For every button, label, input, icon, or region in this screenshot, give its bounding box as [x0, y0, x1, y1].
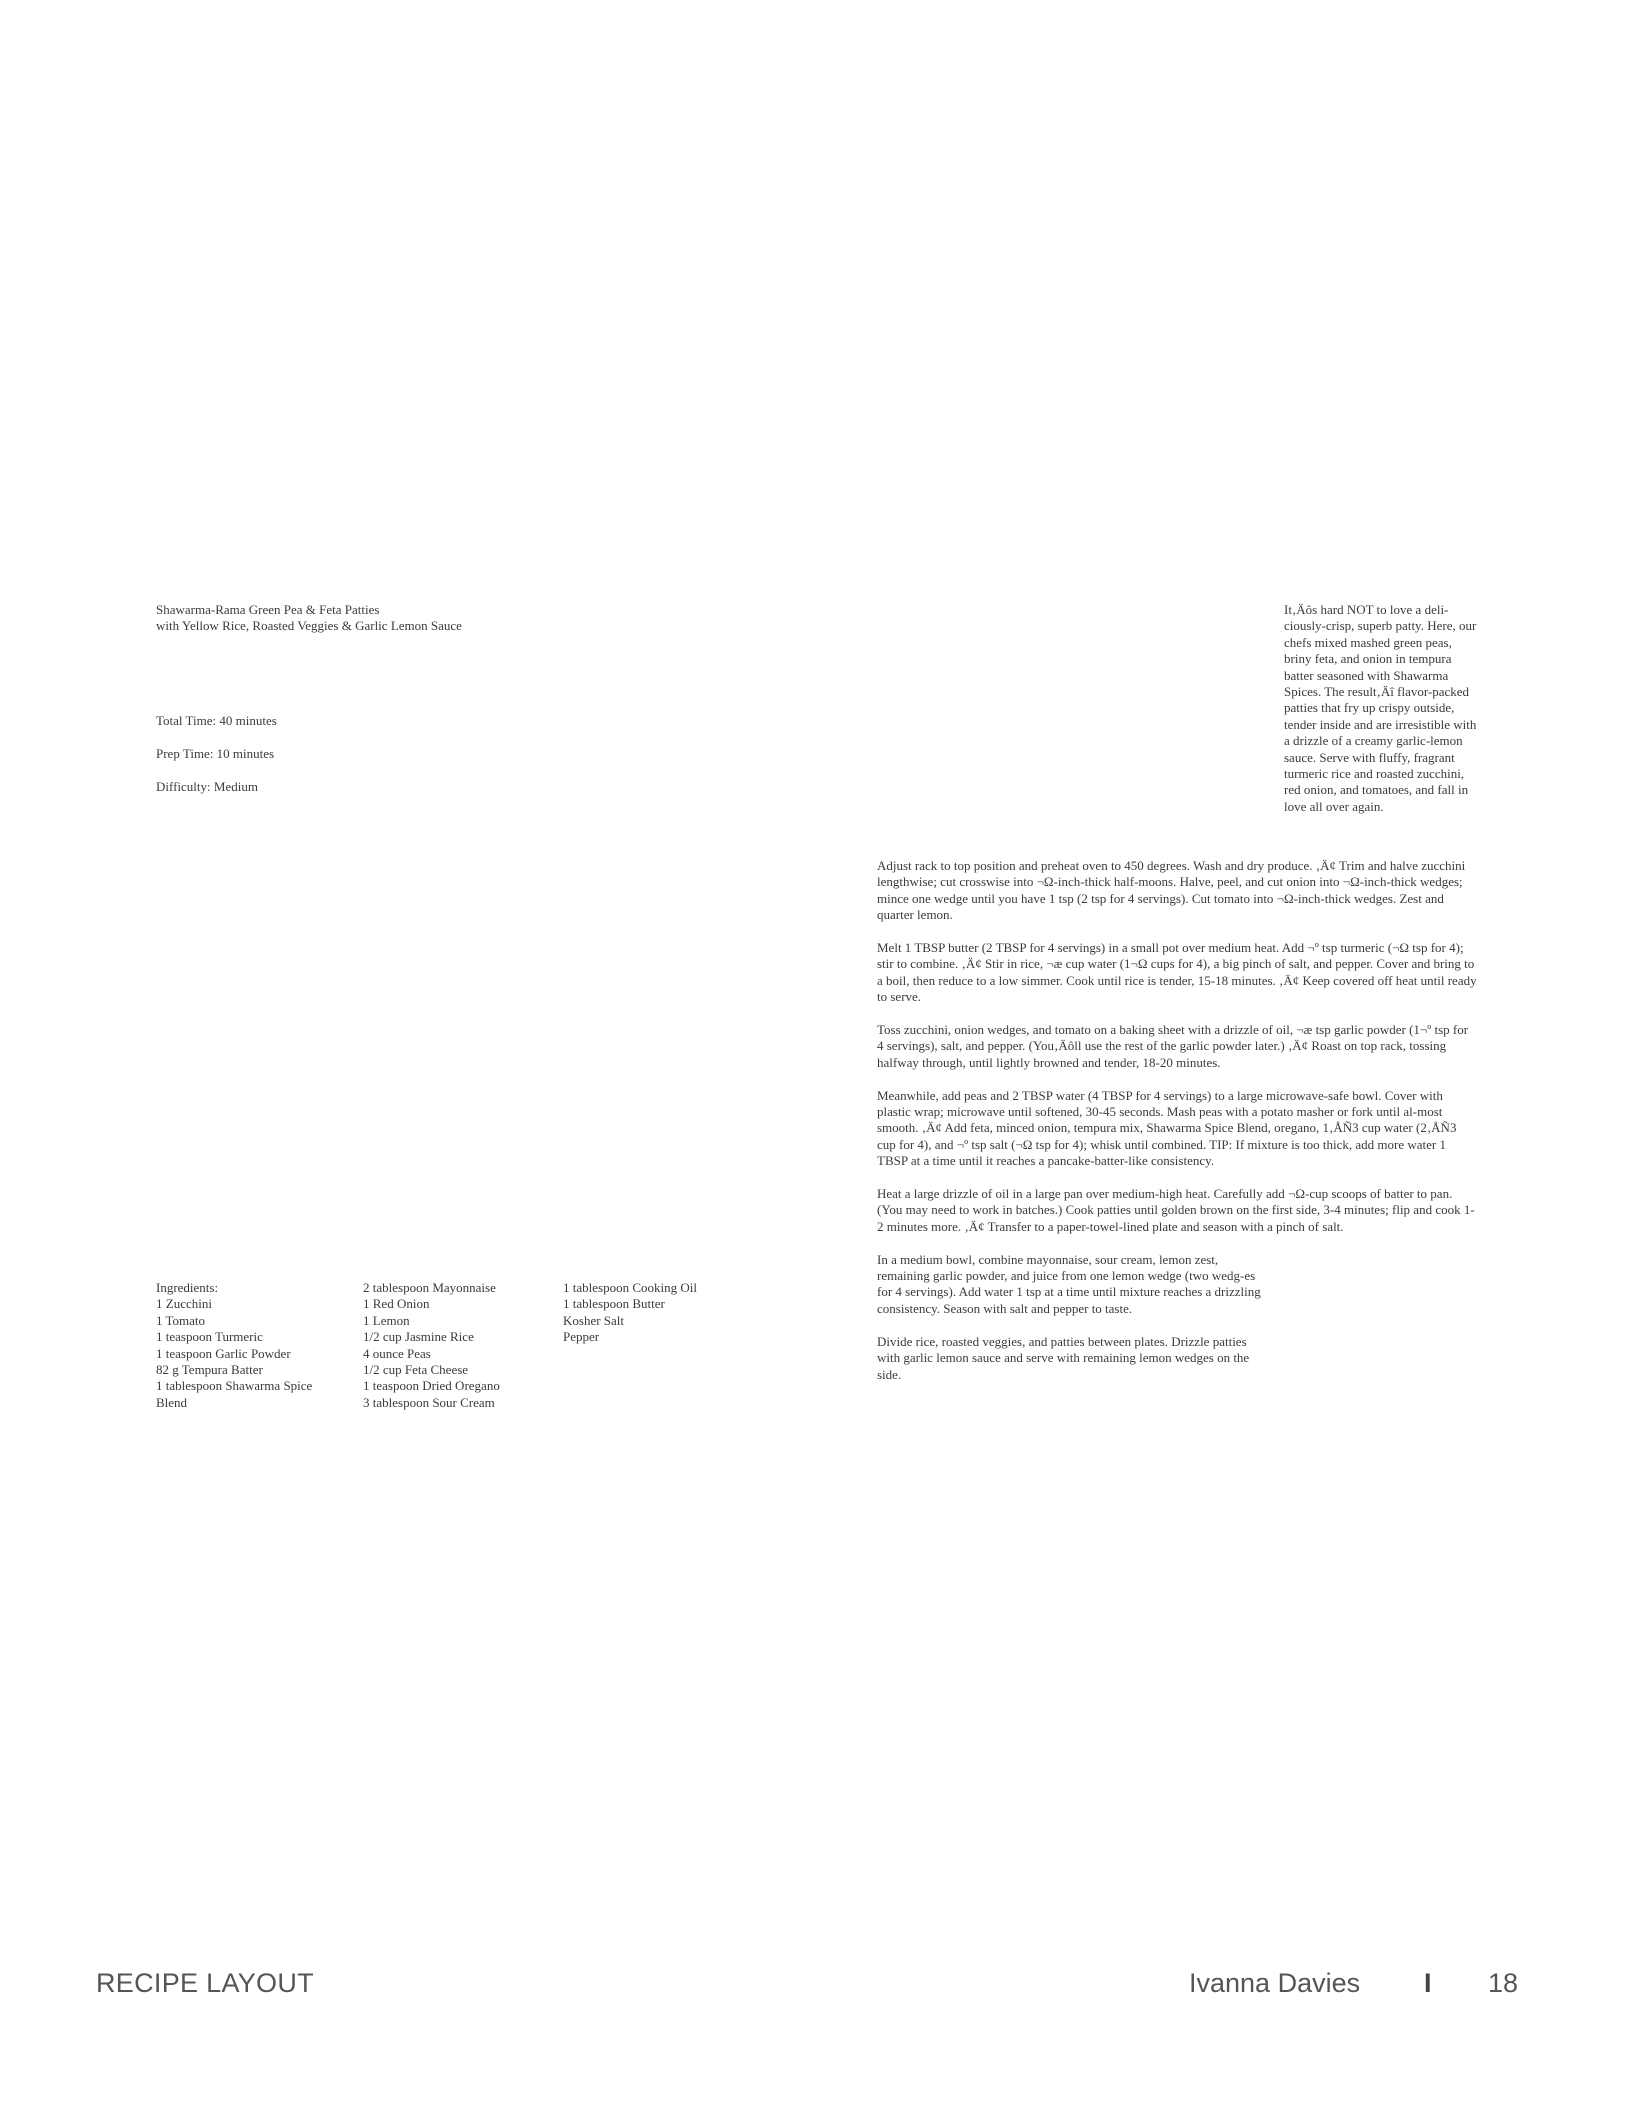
ingredient-item: 82 g Tempura Batter: [156, 1362, 263, 1378]
ingredient-item: 1 Red Onion: [363, 1296, 430, 1312]
ingredient-item: 1 tablespoon Shawarma Spice Blend: [156, 1378, 313, 1410]
instruction-step-7: Divide rice, roasted veggies, and patties between plates. Drizzle patties with garlic lemon sauce and serve with remaining lemon wedges on the side.: [877, 1333, 1250, 1382]
ingredient-item: 1 teaspoon Dried Oregano: [363, 1378, 500, 1394]
page-number: 18: [1488, 1968, 1519, 1998]
instruction-step-3: Toss zucchini, onion wedges, and tomato on a baking sheet with a drizzle of oil, ¬æ tsp garlic powder (1¬º tsp for 4 servings), salt, and pepper. (You‚Äôll use the rest of the garlic powder later.) ‚Ä¢ Roast on top rack, tossing halfway through, until lightly browned and tender, 18-20 minutes.: [877, 1022, 1469, 1070]
instruction-step-2: Melt 1 TBSP butter (2 TBSP for 4 servings) in a small pot over medium heat. Add ¬º tsp turmeric (¬Ω tsp for 4); stir to combine. ‚Ä¢ Stir in rice, ¬æ cup water (1¬Ω cups for 4), a big pinch of salt, and pepper. Cover and bring to a boil, then reduce to a low simmer. Cook until rice is tender, 15-18 minutes. ‚Ä¢ Keep covered off heat until ready to serve.: [877, 940, 1477, 1005]
ingredient-item: 4 ounce Peas: [363, 1345, 431, 1361]
ingredient-item: 3 tablespoon Sour Cream: [363, 1394, 495, 1410]
ingredients-column-3: [563, 1280, 753, 1346]
recipe-title-line1: Shawarma-Rama Green Pea & Feta Patties: [156, 602, 380, 617]
ingredient-item: 1 Tomato: [156, 1312, 206, 1328]
ingredient-item: 1/2 cup Feta Cheese: [363, 1362, 469, 1378]
instruction-step-6: In a medium bowl, combine mayonnaise, sour cream, lemon zest, remaining garlic powder, and juice from one lemon wedge (two wedg-es for 4 servings). Add water 1 tsp at a time until mixture reaches a drizzling consistency. Season with salt and pepper to taste.: [877, 1251, 1261, 1316]
instruction-step-4: Meanwhile, add peas and 2 TBSP water (4 TBSP for 4 servings) to a large microwave-safe bowl. Cover with plastic wrap; microwave until softened, 30-45 seconds. Mash peas with a potato masher or fork until al-most smooth. ‚Ä¢ Add feta, minced onion, tempura mix, Shawarma Spice Blend, oregano, 1‚ÅÑ3 cup water (2‚ÅÑ3 cup for 4), and ¬º tsp salt (¬Ω tsp for 4); whisk until combined. TIP: If mixture is too thick, add more water 1 TBSP at a time until it reaches a pancake-batter-like consistency.: [877, 1087, 1457, 1169]
instruction-step-5: Heat a large drizzle of oil in a large pan over medium-high heat. Carefully add ¬Ω-cup scoops of batter to pan. (You may need to work in batches.) Cook patties until golden brown on the first side, 3-4 minutes; flip and cook 1-2 minutes more. ‚Ä¢ Transfer to a paper-towel-lined plate and season with a pinch of salt.: [877, 1186, 1475, 1234]
footer-section-title: RECIPE LAYOUT: [96, 1968, 314, 1998]
ingredient-item: 1 teaspoon Garlic Powder: [156, 1345, 291, 1361]
ingredient-item: 1 Lemon: [363, 1312, 410, 1328]
recipe-intro: It‚Äôs hard NOT to love a deli-ciously-crisp, superb patty. Here, our chefs mixed mashed green peas, briny feta, and onion in tempura batter seasoned with Shawarma Spices. The result‚Äî flavor-packed patties that fry up crispy outside, tender inside and are irresistible with a drizzle of a creamy garlic-lemon sauce. Serve with fluffy, fragrant turmeric rice and roasted zucchini, red onion, and tomatoes, and fall in love all over again.: [1284, 602, 1477, 814]
ingredients-column-1: [156, 1280, 346, 1411]
footer-separator: I: [1424, 1968, 1432, 1998]
ingredient-item: 2 tablespoon Mayonnaise: [363, 1280, 496, 1295]
ingredient-item: 1 teaspoon Turmeric: [156, 1329, 263, 1345]
recipe-instructions: [877, 858, 1477, 1399]
ingredient-item: Pepper: [563, 1329, 600, 1345]
difficulty: Difficulty: Medium: [156, 778, 258, 794]
prep-time: Prep Time: 10 minutes: [156, 745, 275, 761]
footer-author: Ivanna Davies: [1189, 1968, 1361, 1998]
ingredient-item: Kosher Salt: [563, 1312, 625, 1328]
ingredient-item: 1 Zucchini: [156, 1296, 212, 1312]
recipe-title: [156, 602, 576, 635]
ingredients-column-2: [363, 1280, 553, 1411]
ingredient-item: 1 tablespoon Butter: [563, 1296, 665, 1312]
instruction-step-1: Adjust rack to top position and preheat oven to 450 degrees. Wash and dry produce. ‚Ä¢ Trim and halve zucchini lengthwise; cut crosswise into ¬Ω-inch-thick half-moons. Halve, peel, and cut onion into ¬Ω-inch-thick wedges; mince one wedge until you have 1 tsp (2 tsp for 4 servings). Cut tomato into ¬Ω-inch-thick wedges. Zest and quarter lemon.: [877, 858, 1466, 923]
total-time: Total Time: 40 minutes: [156, 713, 277, 728]
recipe-meta: [156, 713, 456, 811]
ingredient-item: 1 tablespoon Cooking Oil: [563, 1280, 697, 1295]
ingredients-heading: Ingredients:: [156, 1280, 219, 1295]
recipe-title-line2: with Yellow Rice, Roasted Veggies & Garlic Lemon Sauce: [156, 618, 462, 634]
ingredient-item: 1/2 cup Jasmine Rice: [363, 1329, 474, 1345]
